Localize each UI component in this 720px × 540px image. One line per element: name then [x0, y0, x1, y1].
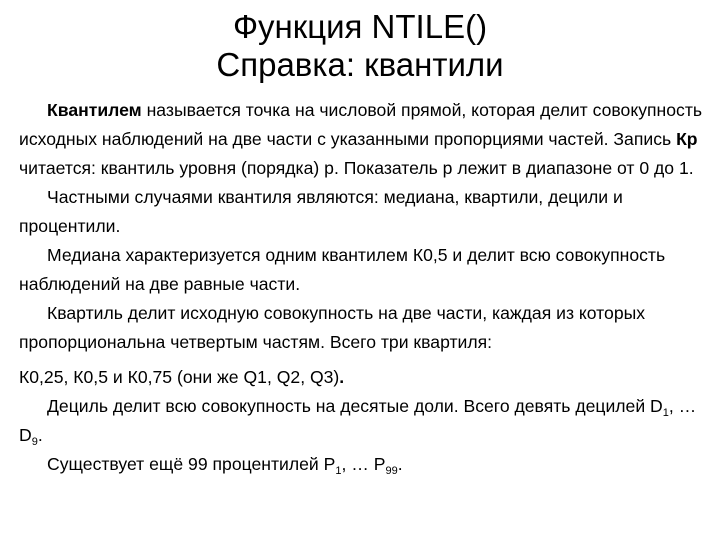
decile-text-1: Дециль делит всю совокупность на десятые доли. Всего девять децилей D: [47, 396, 663, 416]
paragraph-percentile: [19, 450, 709, 479]
percentile-sub-99: 99: [385, 465, 398, 477]
paragraph-special-cases: Частными случаями квантиля являются: медиана, квартили, децили и процентили.: [19, 187, 623, 236]
slide-title: [0, 8, 720, 84]
title-line-2: Справка: квантили: [216, 46, 504, 83]
paragraph-quartile: Квартиль делит исходную совокупность на две части, каждая из которых пропорциональна четвертым частям. Всего три квартиля:: [19, 303, 646, 352]
percentile-sub-1: 1: [335, 465, 342, 477]
slide-body: [19, 96, 709, 479]
term-kp: Кр: [676, 129, 698, 149]
title-line-1: Функция NTILE(): [232, 8, 488, 45]
paragraph-quartile-values: [19, 363, 709, 392]
percentile-text-2: , … P: [341, 454, 386, 474]
paragraph-median: Медиана характеризуется одним квантилем К0,5 и делит всю совокупность наблюдений на две равные части.: [19, 245, 666, 294]
decile-sub-9: 9: [31, 436, 38, 448]
percentile-text-3: .: [397, 454, 403, 474]
decile-text-3: .: [37, 425, 43, 445]
quartile-values-text: К0,25, К0,5 и К0,75 (они же Q1, Q2, Q3): [19, 367, 340, 387]
definition-text-2: читается: квантиль уровня (порядка) р. Показатель р лежит в диапазоне от 0 до 1.: [19, 158, 694, 178]
definition-text-1: называется точка на числовой прямой, которая делит совокупность исходных наблюдений на две части с указанными пропорциями частей. Запись: [19, 100, 703, 149]
term-quantile: Квантилем: [47, 100, 142, 120]
paragraph-decile: [19, 392, 709, 450]
paragraph-quantile-definition: [19, 96, 709, 183]
decile-sub-1: 1: [662, 407, 669, 419]
decile-text-2: , … D: [19, 396, 697, 445]
quartile-values-end: .: [339, 367, 345, 387]
percentile-text-1: Существует ещё 99 процентилей P: [47, 454, 336, 474]
